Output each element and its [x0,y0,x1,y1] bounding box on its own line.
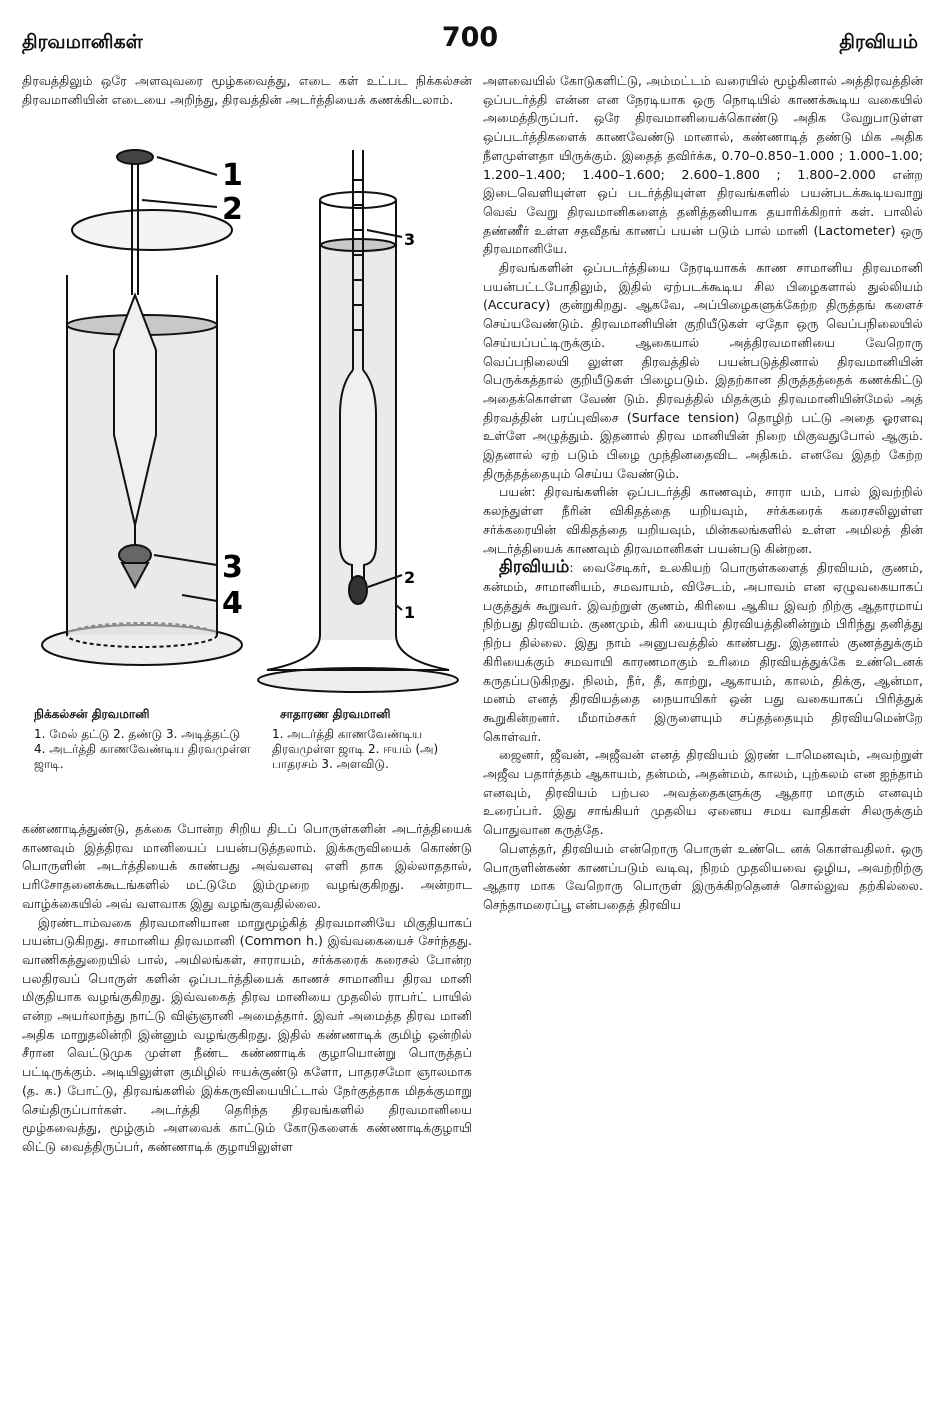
figure-callout: 1 [222,158,243,193]
figure-legend-left: 1. மேல் தட்டு 2. தண்டு 3. அடித்தட்டு 4. அடர்த்தி காணவேண்டிய திரவமுள்ள ஜாடி. [34,727,251,771]
page-number: 700 [441,22,499,53]
nicholson-hydrometer-drawing [42,150,242,665]
left-column-bottom [22,820,472,1157]
entry-text: : வைசேடிகர், உலகியற் பொருள்களைத் திரவியம், குணம், கன்மம், சாமானியம், சமவாயம், விசேடம், அபாவம் என ஏழுவகையாகப் பகுத்துக் கூறுவர். இவற்றுள் குணம், கிரியை ஆகிய இவற் றிற்கு ஆதாரமாய் நிற்பது திரவியம். குணமும், கிரி யையும் திரவியத்தினின்றும் பிரிந்து தனித்து நிற்ப தில்லை. இது நாம் அனுபவத்தில் காண்பது. இதனால் குணத்துக்கும் கிரியைக்கும் சமவாயி காரணமாகும் உரிமை திரவியத்துக்கே உண்டெனக் கருதப்படுகிறது. நிலம், நீர், தீ, காற்று, ஆகாயம், காலம், திக்கு, ஆன்மா, மனம் எனத் திரவியத்தை நையாயிகர் ஒன் பது வகையாகப் பிரித்துக் கூறுகின்றனர். மீமாம்சகர் இருளையும் சப்தத்தையும் திரவியமென்றே கொள்வர். [483,560,923,744]
paragraph: பௌத்தர், திரவியம் என்றொரு பொருள் உண்டெ னக் கொள்வதிலர். ஒரு பொருளின்கண் காணப்படும் வடிவு, நிறம் முதலியவை ஒழிய, அவற்றிற்கு ஆதார மாக வேறொரு பொருள் இருக்கிறதெனச் சொல்லுவ தற்கில்லை. செந்தாமரைப்பூ என்பதைத் திரவிய [483,840,923,912]
paragraph: இரண்டாம்வகை திரவமானியான மாறுமூழ்கித் திரவமானியே மிகுதியாகப் பயன்படுகிறது. சாமானிய திரவமானி (Common h.) இவ்வகையைச் சேர்ந்தது. வாணிகத்துறையில் பால், அமிலங்கள், சாராயம், சர்க்கரைக் கரைசல் போன்ற பலதிரவப் பொருள் களின் ஒப்படர்த்தியைக் காணச் சாமானிய திரவ மானி மிகுதியாக வழங்குகிறது. இவ்வகைத் திரவ மானியை முதலில் ராபர்ட் பாயில் என்ற அயர்லாந்து நாட்டு விஞ்ஞானி அமைத்தார். இவர் அமைத்த திரவ மானி அதிக மாறுதலின்றி இன்னும் வழங்குகிறது. இதில் கண்ணாடிக் குமிழ் ஒன்றில் சீரான வெட்டுமுக முள்ள நீண்ட கண்ணாடிக் குழாயொன்று பொருத்தப் பட்டிருக்கும். அடியிலுள்ள குமிழில் ஈயக்குண்டு களோ, பாதரசமோ ஞாலமாக (த. க.) போட்டு, திரவங்களில் இக்கருவியையிட்டால் நேர்குத்தாக மிதக்குமாறு செய்திருப்பார்கள். அடர்த்தி தெரிந்த திரவங்களில் திரவமானியை மூழ்கவைத்து, மூழ்கும் அளவைக் காட்டும் கோடுகளைக் கண்ணாடிக்குழாயி லிட்டு வைத்திருப்பர், கண்ணாடிக் குழாயிலுள்ள [22,914,472,1154]
entry-title: திரவியம் [499,557,570,578]
figure-caption-right: சாதாரண திரவமானி [280,707,391,721]
running-head-left: திரவமானிகள் [22,31,143,53]
common-hydrometer-drawing [258,150,458,692]
left-column-top [22,72,472,109]
figure-legend-right: 1. அடர்த்தி காணவேண்டிய திரவமுள்ள ஜாடி 2. ஈயம் (அ) பாதரசம் 3. அளவிடு. [272,727,439,771]
entry-paragraph [483,558,923,746]
right-column [483,72,923,915]
paragraph: அளவையில் கோடுகளிட்டு, அம்மட்டம் வரையில் மூழ்கினால் அத்திரவத்தின் ஒப்படர்த்தி என்ன என நேரடியாக ஒரு நொடியில் காணக்கூடிய வகையில் அமைத்திருப்பர். ஒரே திரவமானியைக்கொண்டு அதிக வேறுபாடுள்ள ஒப்படர்த்திகளைக் காணவேண்டு மானால், கண்ணாடித் தண்டு மிக அதிக நீளமுள்ளதா யிருக்கும். இதைத் தவிர்க்க, 0.70–0.850–1.000 ; 1.000–1.00; 1.200–1.400; 1.400–1.600; 2.600–1.800 ; 1.800–2.000 என்ற இடைவெளியுள்ள ஒப் படர்த்தியுள்ள திரவங்களில் பயன்படக்கூடியவாறு வெவ் வேறு திரவமானிகளைத் தனித்தனியாக தயாரிக்கிறார் கள். பாலில் தண்ணீர் உள்ள சதவீதங் காணப் பயன் படும் பால் மானி (Lactometer) ஒரு திரவமானியே. [483,73,923,257]
figure-callout: 1 [404,603,416,622]
figure-callout: 3 [222,550,243,585]
figure-callout: 4 [222,586,243,621]
paragraph: திரவங்களின் ஒப்படர்த்தியை நேரடியாகக் காண சாமானிய திரவமானி பயன்பட்டபோதிலும், இதில் ஏற்படக்கூடிய சில பிழைகளால் துல்லியம் (Accuracy) குன்றுகிறது. ஆகவே, அப்பிழைகளுக்கேற்ற திருத்தங் களைச் செய்யவேண்டும். திரவமானியின் குறியீடுகள் ஏதோ ஒரு வெப்பநிலையில் செய்யப்பட்டிருக்கும். ஆகையால் அத்திரவமானியை வேறொரு வெப்பநிலையி லுள்ள திரவத்தில் பயன்படுத்தினால் திரவமானியின் பெருக்கத்தால் குறியீடுகள் பிழைபடும். இதற்கான திருத்தத்தைக் கணக்கிட்டு அதைக்கொள்ள வேண் டும். திரவத்தில் மிதக்கும் திரவமானியின்மேல் அத் திரவத்தின் பரப்புவிசை (Surface tension) தொழிற் பட்டு அதை ஓரளவு உள்ளே அழுத்தும். இதனால் திரவ மானியின் நிறை மிகுவதுபோல் ஆகும். இதனால் ஏற் படும் பிழை முந்தினதைவிட அதிகம். எனவே இதற் கேற்ற திருத்தத்தையும் செய்ய வேண்டும். [483,260,923,481]
figure-caption-left: நிக்கல்சன் திரவமானி [34,707,150,721]
hydrometer-illustration [22,135,477,695]
paragraph: கண்ணாடித்துண்டு, தக்கை போன்ற சிறிய திடப் பொருள்களின் அடர்த்தியைக் காணவும் இத்திரவ மானியைப் பயன்படுத்தலாம். இக்கருவியைக் கொண்டு பொருளின் அடர்த்தியைக் காண்பது அவ்வளவு எளி தாக இல்லாததால், பரிசோதனைக்கூடங்களில் மட்டுமே இம்முறை வழங்குகிறது. அன்றாட வாழ்க்கையில் அவ் வளவாக இது வழங்குவதில்லை. [22,821,472,911]
paragraph: பயன்: திரவங்களின் ஒப்படர்த்தி காணவும், சாரா யம், பால் இவற்றில் கலந்துள்ள நீரின் விகிதத்தை யறியவும், சர்க்கரைக் கரைசலிலுள்ள சர்க்கரையின் விகிதத்தை யறியவும், மின்கலங்களில் உள்ள அமிலத் தின் அடர்த்தியைக் காணவும் திரவமானிகள் பயன்படு கின்றன. [483,484,923,556]
paragraph: திரவத்திலும் ஒரே அளவுவரை மூழ்கவைத்து, எடை கள் உட்பட நிக்கல்சன் திரவமானியின் எடையை அறிந்து, திரவத்தின் அடர்த்தியைக் கணக்கிடலாம். [22,73,472,107]
hydrometer-figures [22,135,477,771]
figure-callout: 2 [222,192,243,227]
figure-callout: 3 [404,230,416,249]
paragraph: ஜைனர், ஜீவன், அஜீவன் எனத் திரவியம் இரண் டாமெனவும், அவற்றுள் அஜீவ பதார்த்தம் ஆகாயம், தன்மம், அதன்மம், காலம், புற்கலம் என ஐந்தாம் எனவும், திரவியம் பற்பல அவத்தைகளுக்கு ஆதார மாகும் எனவும் உரைப்பர். இது சாங்கியர் முதலிய ஏனைய சமய வாதிகள் சிலருக்கும் பொதுவான கருத்தே. [483,747,923,838]
figure-callout: 2 [404,568,416,587]
running-head-right: திரவியம் [839,31,918,53]
